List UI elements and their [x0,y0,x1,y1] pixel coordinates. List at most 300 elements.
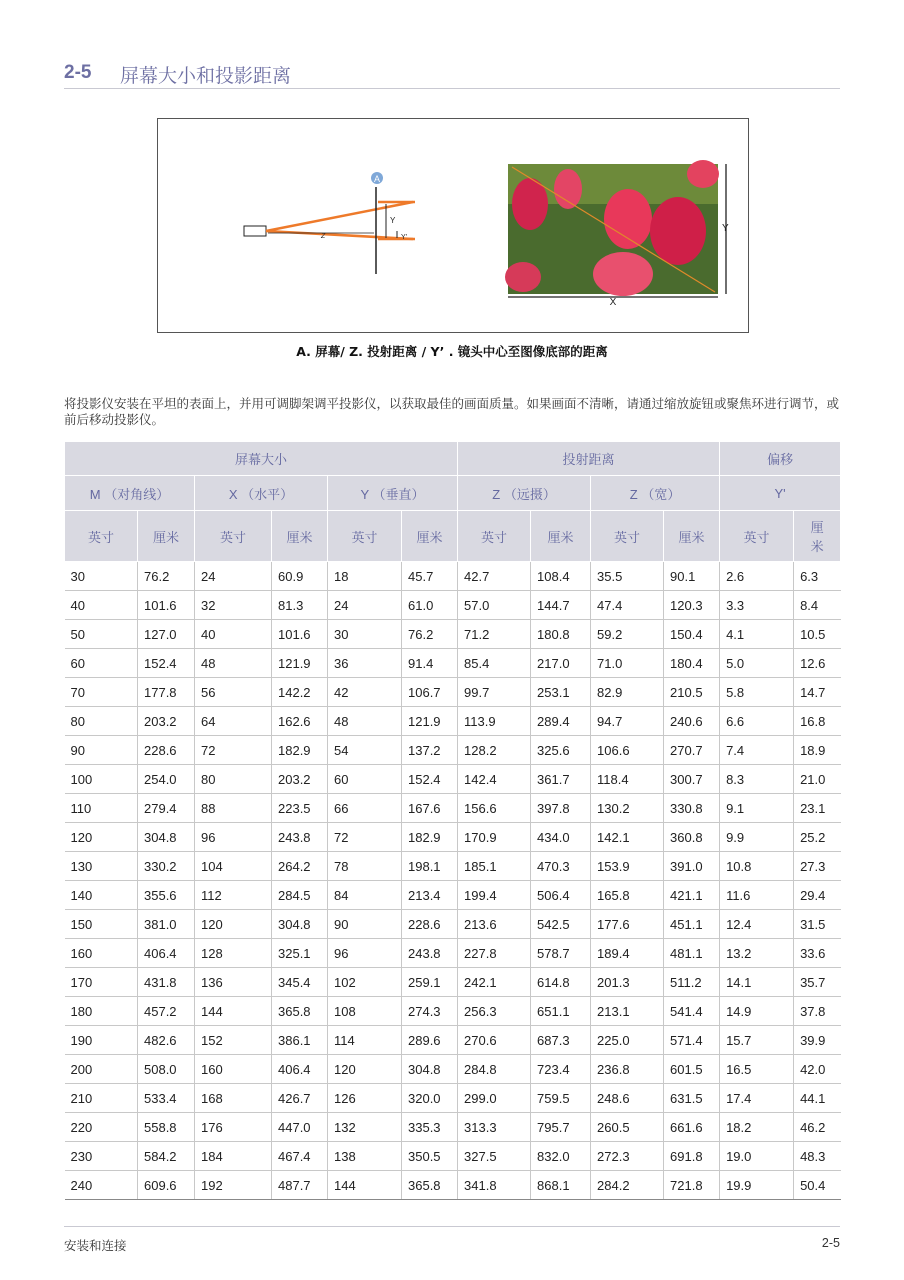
unit-header-cell: 英寸 [328,511,402,562]
table-cell: 64 [195,707,272,736]
table-row [65,1026,841,1055]
table-cell: 300.7 [664,765,720,794]
table-cell: 578.7 [531,939,591,968]
table-cell: 14.9 [720,997,794,1026]
table-cell: 8.3 [720,765,794,794]
table-cell: 17.4 [720,1084,794,1113]
table-cell: 434.0 [531,823,591,852]
table-cell: 112 [195,881,272,910]
table-cell: 180.4 [664,649,720,678]
table-cell: 153.9 [591,852,664,881]
tulip-7 [505,262,541,292]
table-row [65,852,841,881]
table-cell: 270.7 [664,736,720,765]
section-number: 2-5 [64,62,92,83]
table-row [65,939,841,968]
table-cell: 162.6 [272,707,328,736]
table-cell: 15.7 [720,1026,794,1055]
table-cell: 661.6 [664,1113,720,1142]
y-label: Y [390,216,396,225]
table-cell: 106.7 [402,678,458,707]
table-cell: 137.2 [402,736,458,765]
table-cell: 330.2 [138,852,195,881]
unit-header-cell: 英寸 [458,511,531,562]
table-cell: 99.7 [458,678,531,707]
table-cell: 2.6 [720,562,794,591]
table-cell: 213.6 [458,910,531,939]
table-cell: 91.4 [402,649,458,678]
tulip-6 [593,252,653,296]
table-cell: 60.9 [272,562,328,591]
table-cell: 100 [65,765,138,794]
tulip-4 [650,197,706,265]
table-cell: 6.6 [720,707,794,736]
table-cell: 192 [195,1171,272,1200]
footer-page-number: 2-5 [821,1236,840,1250]
table-cell: 325.1 [272,939,328,968]
y-prime-label: Y' [401,234,408,241]
table-cell: 481.1 [664,939,720,968]
table-cell: 243.8 [272,823,328,852]
horizontal-header: X （水平） [195,476,328,511]
table-cell: 30 [65,562,138,591]
table-cell: 96 [195,823,272,852]
table-cell: 360.8 [664,823,720,852]
table-cell: 50.4 [794,1171,841,1200]
table-cell: 482.6 [138,1026,195,1055]
table-cell: 470.3 [531,852,591,881]
marker-a-label: A [373,174,381,184]
table-cell: 14.7 [794,678,841,707]
table-cell: 144.7 [531,591,591,620]
table-cell: 584.2 [138,1142,195,1171]
table-cell: 144 [328,1171,402,1200]
table-cell: 10.5 [794,620,841,649]
table-cell: 189.4 [591,939,664,968]
table-cell: 254.0 [138,765,195,794]
table-cell: 7.4 [720,736,794,765]
table-cell: 90 [328,910,402,939]
table-cell: 108 [328,997,402,1026]
table-row [65,678,841,707]
table-cell: 213.4 [402,881,458,910]
table-cell: 120 [195,910,272,939]
table-cell: 152.4 [402,765,458,794]
table-cell: 533.4 [138,1084,195,1113]
table-cell: 35.7 [794,968,841,997]
table-cell: 341.8 [458,1171,531,1200]
unit-header-cell: 厘米 [272,511,328,562]
table-cell: 397.8 [531,794,591,823]
table-cell: 47.4 [591,591,664,620]
table-cell: 128 [195,939,272,968]
table-cell: 868.1 [531,1171,591,1200]
table-cell: 203.2 [272,765,328,794]
table-cell: 270.6 [458,1026,531,1055]
table-cell: 406.4 [272,1055,328,1084]
table-cell: 467.4 [272,1142,328,1171]
table-cell: 3.3 [720,591,794,620]
table-cell: 71.0 [591,649,664,678]
table-cell: 365.8 [272,997,328,1026]
table-cell: 391.0 [664,852,720,881]
table-cell: 142.1 [591,823,664,852]
figure-caption: A. 屏幕/ Z. 投射距离 / Y’ . 镜头中心至图像底部的距离 [296,344,608,359]
table-cell: 223.5 [272,794,328,823]
table-cell: 182.9 [272,736,328,765]
table-cell: 12.6 [794,649,841,678]
table-cell: 29.4 [794,881,841,910]
table-cell: 243.8 [402,939,458,968]
table-cell: 506.4 [531,881,591,910]
table-cell: 170.9 [458,823,531,852]
unit-header-cell: 厘米 [664,511,720,562]
table-cell: 361.7 [531,765,591,794]
unit-header-cell: 英寸 [65,511,138,562]
table-cell: 27.3 [794,852,841,881]
projection-distance-table [64,441,841,1200]
table-cell: 421.1 [664,881,720,910]
table-cell: 571.4 [664,1026,720,1055]
table-cell: 355.6 [138,881,195,910]
table-row [65,823,841,852]
table-row [65,649,841,678]
table-cell: 614.8 [531,968,591,997]
table-cell: 299.0 [458,1084,531,1113]
table-cell: 110 [65,794,138,823]
table-cell: 72 [328,823,402,852]
table-cell: 350.5 [402,1142,458,1171]
table-cell: 40 [65,591,138,620]
table-cell: 313.3 [458,1113,531,1142]
table-cell: 23.1 [794,794,841,823]
table-cell: 48 [195,649,272,678]
table-cell: 5.0 [720,649,794,678]
x-label: X [609,297,617,308]
table-cell: 184 [195,1142,272,1171]
table-row [65,1142,841,1171]
table-cell: 386.1 [272,1026,328,1055]
table-cell: 289.6 [402,1026,458,1055]
table-cell: 284.2 [591,1171,664,1200]
table-cell: 127.0 [138,620,195,649]
table-cell: 46.2 [794,1113,841,1142]
table-cell: 85.4 [458,649,531,678]
table-cell: 541.4 [664,997,720,1026]
table-cell: 18.2 [720,1113,794,1142]
table-cell: 457.2 [138,997,195,1026]
table-cell: 327.5 [458,1142,531,1171]
table-cell: 18 [328,562,402,591]
table-cell: 168 [195,1084,272,1113]
table-cell: 365.8 [402,1171,458,1200]
table-cell: 136 [195,968,272,997]
table-cell: 150 [65,910,138,939]
table-row [65,736,841,765]
table-cell: 180.8 [531,620,591,649]
table-row [65,620,841,649]
table-cell: 126 [328,1084,402,1113]
tulip-5 [687,160,719,188]
unit-header-cell: 英寸 [720,511,794,562]
table-cell: 185.1 [458,852,531,881]
table-cell: 213.1 [591,997,664,1026]
table-cell: 54 [328,736,402,765]
table-cell: 795.7 [531,1113,591,1142]
table-cell: 176 [195,1113,272,1142]
screen-size-group-header: 屏幕大小 [65,442,458,476]
unit-header-cell: 厘米 [402,511,458,562]
table-cell: 12.4 [720,910,794,939]
table-cell: 152.4 [138,649,195,678]
table-cell: 114 [328,1026,402,1055]
table-cell: 120 [328,1055,402,1084]
table-cell: 542.5 [531,910,591,939]
tulip-2 [554,169,582,209]
table-cell: 18.9 [794,736,841,765]
table-row [65,794,841,823]
table-cell: 121.9 [402,707,458,736]
projector-icon [244,226,266,236]
table-cell: 76.2 [402,620,458,649]
table-cell: 167.6 [402,794,458,823]
table-cell: 78 [328,852,402,881]
table-cell: 120 [65,823,138,852]
table-cell: 33.6 [794,939,841,968]
table-cell: 5.8 [720,678,794,707]
table-cell: 284.8 [458,1055,531,1084]
table-row [65,1171,841,1200]
table-cell: 721.8 [664,1171,720,1200]
table-cell: 260.5 [591,1113,664,1142]
table-cell: 201.3 [591,968,664,997]
offset-group-header: 偏移 [720,442,841,476]
projection-distance-group-header: 投射距离 [458,442,720,476]
table-cell: 59.2 [591,620,664,649]
table-cell: 240.6 [664,707,720,736]
table-cell: 113.9 [458,707,531,736]
table-cell: 240 [65,1171,138,1200]
table-cell: 264.2 [272,852,328,881]
table-cell: 723.4 [531,1055,591,1084]
table-cell: 759.5 [531,1084,591,1113]
table-cell: 24 [328,591,402,620]
table-cell: 48 [328,707,402,736]
table-cell: 274.3 [402,997,458,1026]
table-cell: 102 [328,968,402,997]
table-cell: 76.2 [138,562,195,591]
table-cell: 142.2 [272,678,328,707]
table-body [65,562,841,1200]
table-cell: 272.3 [591,1142,664,1171]
table-cell: 25.2 [794,823,841,852]
table-cell: 248.6 [591,1084,664,1113]
table-cell: 279.4 [138,794,195,823]
side-view-schematic [244,172,415,274]
table-cell: 4.1 [720,620,794,649]
table-cell: 304.8 [272,910,328,939]
table-cell: 220 [65,1113,138,1142]
table-cell: 66 [328,794,402,823]
table-cell: 36 [328,649,402,678]
table-cell: 84 [328,881,402,910]
table-cell: 236.8 [591,1055,664,1084]
table-cell: 451.1 [664,910,720,939]
table-cell: 227.8 [458,939,531,968]
table-cell: 121.9 [272,649,328,678]
table-cell: 284.5 [272,881,328,910]
table-row [65,1055,841,1084]
table-cell: 56 [195,678,272,707]
table-cell: 11.6 [720,881,794,910]
table-row [65,591,841,620]
table-cell: 152 [195,1026,272,1055]
table-cell: 832.0 [531,1142,591,1171]
table-cell: 101.6 [138,591,195,620]
table-row [65,1084,841,1113]
table-cell: 335.3 [402,1113,458,1142]
table-cell: 228.6 [402,910,458,939]
table-cell: 508.0 [138,1055,195,1084]
table-cell: 81.3 [272,591,328,620]
table-row [65,707,841,736]
table-cell: 108.4 [531,562,591,591]
table-cell: 199.4 [458,881,531,910]
table-cell: 381.0 [138,910,195,939]
table-cell: 132 [328,1113,402,1142]
table-cell: 19.9 [720,1171,794,1200]
unit-header-cell: 英寸 [591,511,664,562]
table-cell: 48.3 [794,1142,841,1171]
table-cell: 37.8 [794,997,841,1026]
vertical-header: Y （垂直） [328,476,458,511]
projection-diagram [157,118,749,333]
table-cell: 10.8 [720,852,794,881]
table-cell: 14.1 [720,968,794,997]
table-cell: 203.2 [138,707,195,736]
table-cell: 118.4 [591,765,664,794]
table-cell: 330.8 [664,794,720,823]
table-cell: 44.1 [794,1084,841,1113]
table-cell: 140 [65,881,138,910]
table-cell: 16.8 [794,707,841,736]
table-cell: 30 [328,620,402,649]
table-cell: 70 [65,678,138,707]
table-cell: 106.6 [591,736,664,765]
table-cell: 104 [195,852,272,881]
table-cell: 31.5 [794,910,841,939]
table-cell: 45.7 [402,562,458,591]
table-cell: 304.8 [402,1055,458,1084]
y-prime-header: Y' [720,476,841,511]
table-cell: 345.4 [272,968,328,997]
section-heading [64,58,840,89]
table-cell: 42.7 [458,562,531,591]
tulip-3 [604,189,652,249]
table-cell: 9.1 [720,794,794,823]
table-cell: 50 [65,620,138,649]
table-cell: 6.3 [794,562,841,591]
table-cell: 130.2 [591,794,664,823]
table-cell: 19.0 [720,1142,794,1171]
table-cell: 90.1 [664,562,720,591]
intro-paragraph: 将投影仪安装在平坦的表面上，并用可调脚架调平投影仪，以获取最佳的画面质量。如果画面不清晰，请通过缩放旋钮或聚焦环进行调节，或前后移动投影仪。 [64,396,840,427]
table-cell: 651.1 [531,997,591,1026]
table-cell: 40 [195,620,272,649]
y-height-label: Y [722,223,729,234]
table-cell: 42 [328,678,402,707]
table-cell: 71.2 [458,620,531,649]
table-cell: 39.9 [794,1026,841,1055]
table-cell: 601.5 [664,1055,720,1084]
table-cell: 190 [65,1026,138,1055]
table-cell: 24 [195,562,272,591]
table-cell: 160 [195,1055,272,1084]
table-cell: 198.1 [402,852,458,881]
table-cell: 88 [195,794,272,823]
table-cell: 61.0 [402,591,458,620]
table-row [65,997,841,1026]
table-cell: 82.9 [591,678,664,707]
table-cell: 230 [65,1142,138,1171]
table-cell: 160 [65,939,138,968]
table-cell: 21.0 [794,765,841,794]
table-cell: 142.4 [458,765,531,794]
table-row [65,910,841,939]
table-cell: 13.2 [720,939,794,968]
table-cell: 128.2 [458,736,531,765]
table-cell: 32 [195,591,272,620]
table-cell: 487.7 [272,1171,328,1200]
table-cell: 511.2 [664,968,720,997]
table-cell: 138 [328,1142,402,1171]
z-tele-header: Z （远摄） [458,476,591,511]
table-cell: 210.5 [664,678,720,707]
table-row [65,562,841,591]
table-cell: 180 [65,997,138,1026]
table-cell: 94.7 [591,707,664,736]
table-cell: 35.5 [591,562,664,591]
table-cell: 225.0 [591,1026,664,1055]
table-cell: 165.8 [591,881,664,910]
table-cell: 90 [65,736,138,765]
footer-chapter-title: 安装和连接 [64,1238,127,1253]
table-cell: 304.8 [138,823,195,852]
table-cell: 96 [328,939,402,968]
diagonal-header: M （对角线） [65,476,195,511]
table-cell: 8.4 [794,591,841,620]
table-cell: 259.1 [402,968,458,997]
table-cell: 210 [65,1084,138,1113]
table-cell: 228.6 [138,736,195,765]
table-cell: 200 [65,1055,138,1084]
table-cell: 177.8 [138,678,195,707]
table-cell: 16.5 [720,1055,794,1084]
table-row [65,765,841,794]
unit-header-cell: 厘米 [531,511,591,562]
unit-header-cell: 厘 米 [794,511,841,562]
table-row [65,1113,841,1142]
table-cell: 325.6 [531,736,591,765]
table-cell: 631.5 [664,1084,720,1113]
table-cell: 9.9 [720,823,794,852]
table-cell: 60 [328,765,402,794]
table-cell: 447.0 [272,1113,328,1142]
table-cell: 130 [65,852,138,881]
projection-diagram-svg [158,119,748,332]
section-title: 屏幕大小和投影距离 [120,65,292,87]
footer-divider [64,1226,840,1227]
